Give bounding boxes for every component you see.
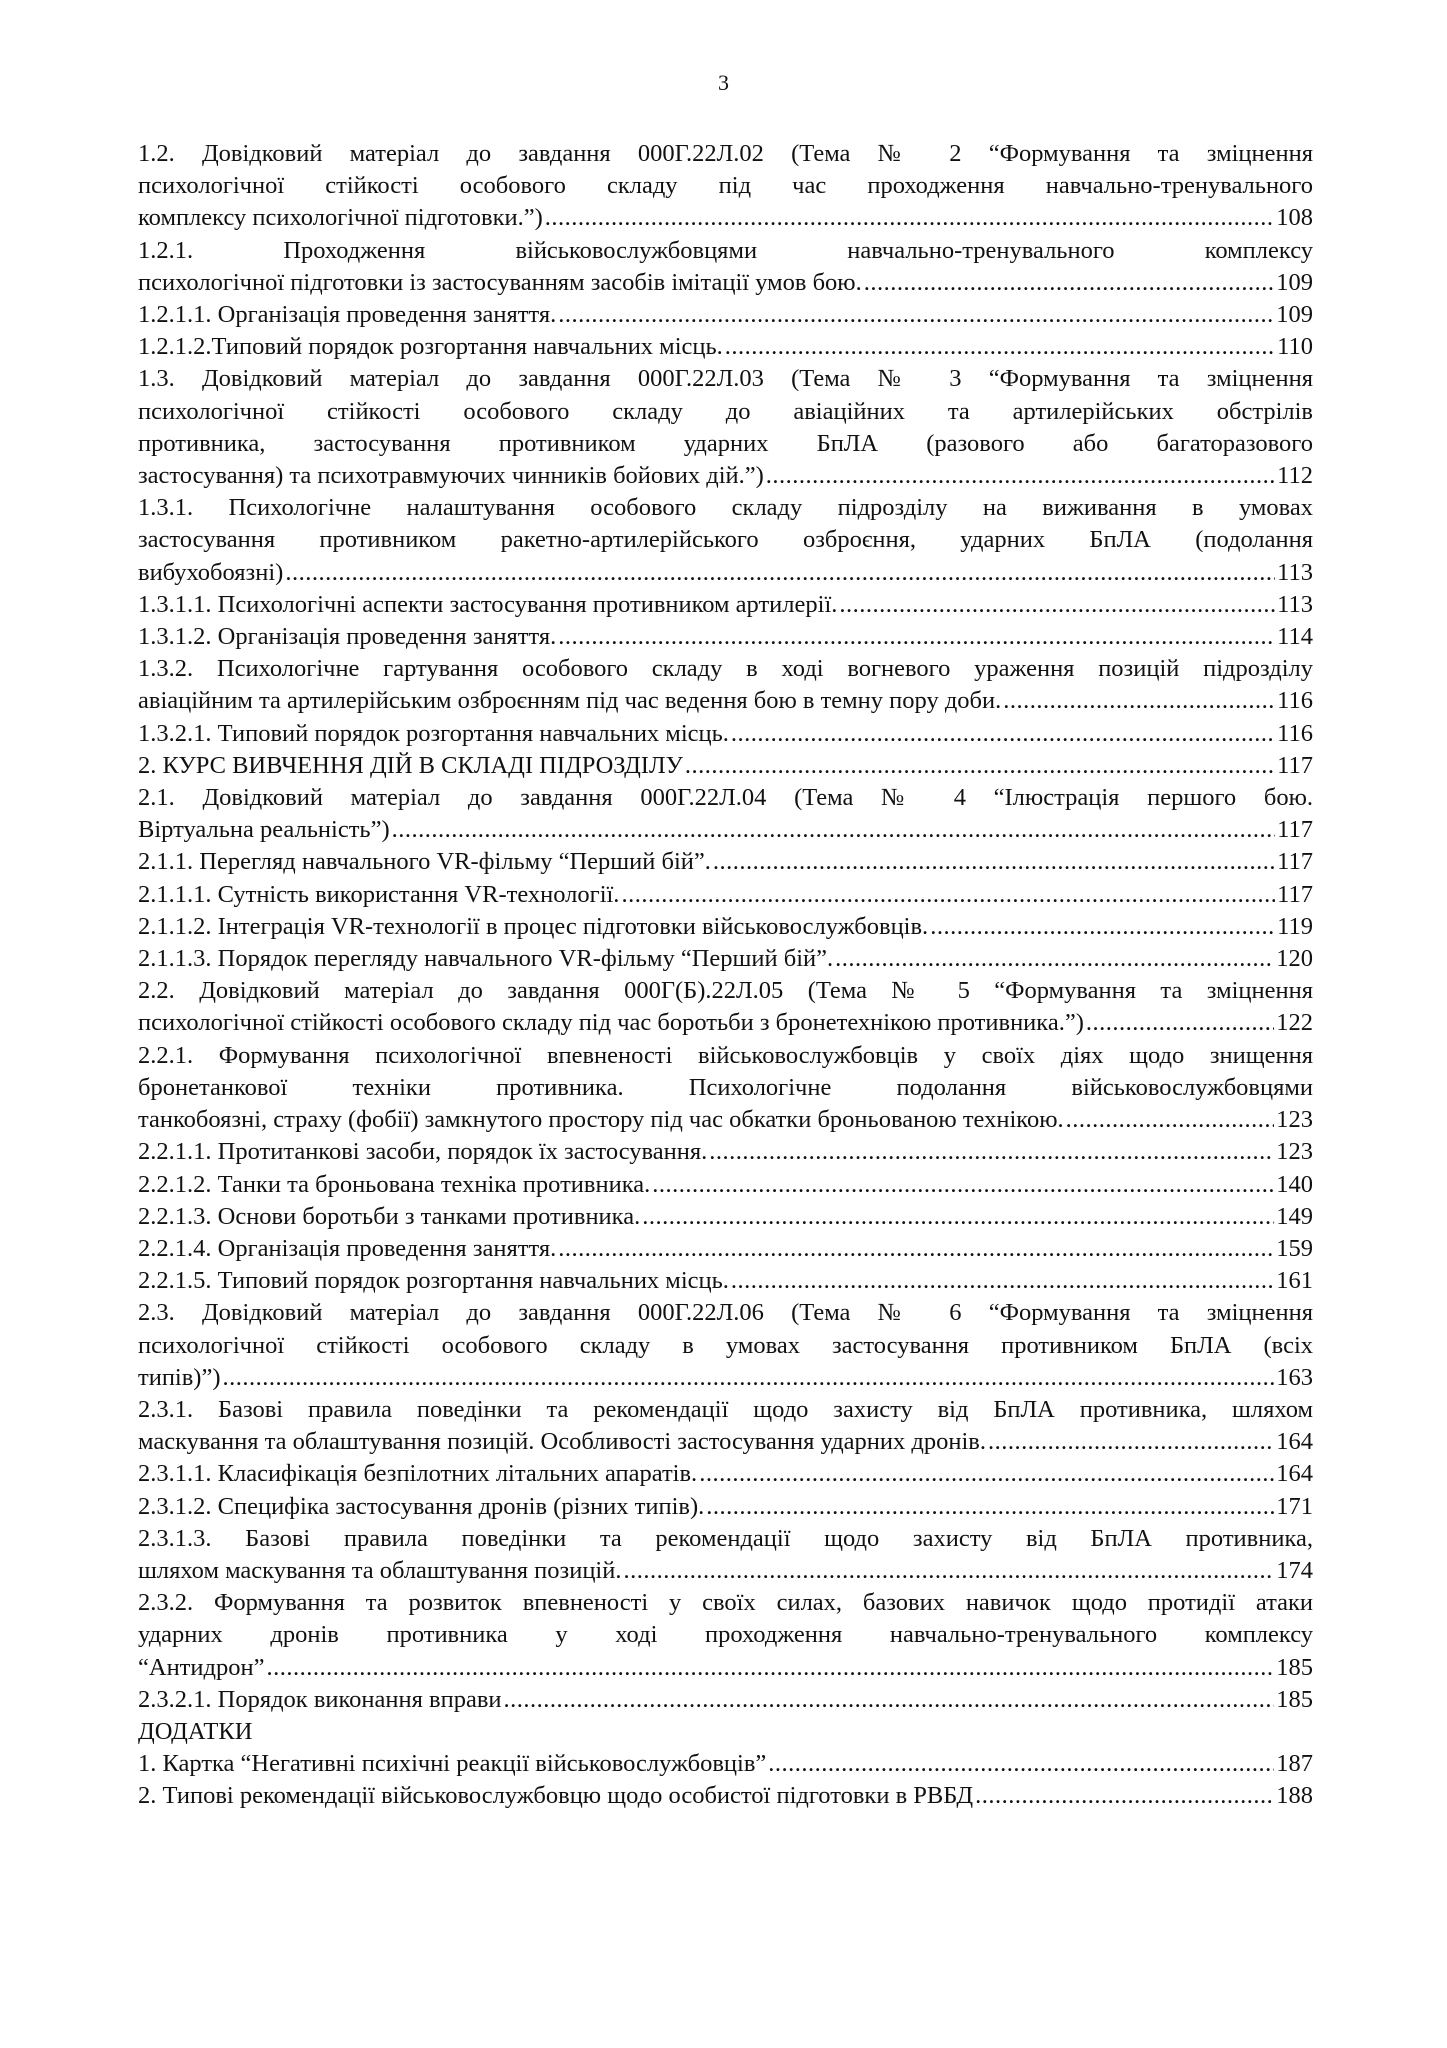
dot-leader — [768, 1748, 1274, 1780]
toc-entry-last-line — [138, 814, 1313, 846]
toc-entry-last-line — [138, 1007, 1313, 1039]
toc-page-number: 117 — [1277, 848, 1313, 876]
dot-leader — [652, 1169, 1274, 1201]
toc-entry — [138, 1394, 1313, 1458]
toc-entry — [138, 718, 1313, 750]
toc-entry — [138, 1265, 1313, 1297]
toc-entry-line: 1.3.1. Психологічне налаштування особового складу підрозділу на виживання в умовах — [138, 494, 1313, 522]
dot-leader — [504, 1684, 1275, 1716]
toc-entry-line: 1.3.2. Психологічне гартування особового складу в ході вогневого ураження позицій підрозділу — [138, 655, 1313, 683]
toc-entry-title: шляхом маскування та облаштування позицій. — [138, 1556, 622, 1584]
toc-entry-line: психологічної стійкості особового складу до авіаційних та артилерійських обстрілів — [138, 397, 1313, 425]
toc-entry-title: 2.1.1.3. Порядок перегляду навчального VR-фільму “Перший бій”. — [138, 945, 834, 973]
toc-page-number: 122 — [1276, 1009, 1313, 1037]
toc-page-number: 123 — [1276, 1106, 1313, 1134]
toc-entry-title: 2.3.2.1. Порядок виконання вправи — [138, 1685, 502, 1713]
toc-entry-title: 1.2.1.1. Організація проведення заняття. — [138, 301, 557, 329]
toc-entry-last-line — [138, 1362, 1313, 1394]
dot-leader — [709, 1136, 1274, 1168]
toc-entry-line: противника, застосування противником ударних БпЛА (разового або багаторазового — [138, 429, 1313, 457]
toc-page-number: 161 — [1276, 1267, 1313, 1295]
toc-entry-title: 2.1.1. Перегляд навчального VR-фільму “Перший бій”. — [138, 848, 711, 876]
toc-entry-line: психологічної стійкості особового складу під час проходження навчально-тренувального — [138, 172, 1313, 200]
toc-entry-title: застосування) та психотравмуючих чинників бойових дій.”) — [138, 462, 764, 490]
toc-entry-line: бронетанкової техніки противника. Психологічне подолання військовослужбовцями — [138, 1073, 1313, 1101]
toc-entry-last-line — [138, 299, 1313, 331]
toc-entry — [138, 653, 1313, 717]
toc-entry-title: 2. КУРС ВИВЧЕННЯ ДІЙ В СКЛАДІ ПІДРОЗДІЛУ — [138, 751, 683, 779]
dot-leader — [988, 1426, 1274, 1458]
dot-leader — [392, 814, 1276, 846]
toc-entry-line: 2.3. Довідковий матеріал до завдання 000Г.22Л.06 (Тема № 6 “Формування та зміцнення — [138, 1299, 1313, 1327]
toc-entry-line: 1.3. Довідковий матеріал до завдання 000Г.22Л.03 (Тема № 3 “Формування та зміцнення — [138, 365, 1313, 393]
toc-page-number: 174 — [1276, 1556, 1313, 1584]
dot-leader — [642, 1201, 1274, 1233]
toc-entry-title: психологічної стійкості особового складу під час боротьби з бронетехнікою противника.”) — [138, 1009, 1084, 1037]
toc-entry — [138, 750, 1313, 782]
toc-entry-title: Віртуальна реальність”) — [138, 816, 390, 844]
toc-entry-line: 2.1. Довідковий матеріал до завдання 000Г.22Л.04 (Тема № 4 “Ілюстрація першого бою. — [138, 784, 1313, 812]
dot-leader — [685, 750, 1275, 782]
dot-leader — [623, 1555, 1274, 1587]
toc-page-number: 164 — [1276, 1428, 1313, 1456]
toc-entry — [138, 1136, 1313, 1168]
toc-entry — [138, 1523, 1313, 1587]
toc-page-number: 117 — [1277, 880, 1313, 908]
dot-leader — [839, 589, 1275, 621]
dot-leader — [621, 879, 1275, 911]
toc-entry-last-line — [138, 1104, 1313, 1136]
toc-entry-title: маскування та облаштування позицій. Особливості застосування ударних дронів. — [138, 1428, 986, 1456]
dot-leader — [285, 557, 1275, 589]
toc-entry-title: 1.3.2.1. Типовий порядок розгортання навчальних місць. — [138, 719, 729, 747]
toc-entry — [138, 1587, 1313, 1684]
toc-entry-title: 2.2.1.2. Танки та броньована техніка противника. — [138, 1170, 651, 1198]
toc-page-number: 163 — [1276, 1363, 1313, 1391]
toc-entry-last-line — [138, 1748, 1313, 1780]
toc-entry-line: ударних дронів противника у ході проходження навчально-тренувального комплексу — [138, 1621, 1313, 1649]
toc-entry-title: 2.1.1.1. Сутність використання VR-технології. — [138, 880, 620, 908]
toc-entry-line: 2.2. Довідковий матеріал до завдання 000Г(Б).22Л.05 (Тема № 5 “Формування та зміцнення — [138, 977, 1313, 1005]
toc-entry — [138, 1233, 1313, 1265]
toc-entry — [138, 975, 1313, 1039]
toc-entry-line: 2.3.1. Базові правила поведінки та рекомендації щодо захисту від БпЛА противника, шляхом — [138, 1395, 1313, 1423]
dot-leader — [766, 460, 1275, 492]
toc-entry-last-line — [138, 1780, 1313, 1812]
toc-entry-last-line — [138, 846, 1313, 878]
toc-entry-line: 2.3.1.3. Базові правила поведінки та рекомендації щодо захисту від БпЛА противника, — [138, 1524, 1313, 1552]
toc-page-number: 108 — [1276, 204, 1313, 232]
toc-page-number: 123 — [1276, 1138, 1313, 1166]
toc-page-number: 188 — [1276, 1782, 1313, 1810]
dot-leader — [1086, 1007, 1274, 1039]
dot-leader — [558, 299, 1274, 331]
dot-leader — [1066, 1104, 1275, 1136]
toc-entry-title: 2.1.1.2. Інтеграція VR-технології в процес підготовки військовослужбовців. — [138, 912, 929, 940]
toc-entry-last-line — [138, 331, 1313, 363]
toc-entry-title: 2.2.1.1. Протитанкові засоби, порядок їх застосування. — [138, 1138, 708, 1166]
toc-entry-last-line — [138, 1169, 1313, 1201]
toc-entry-last-line — [138, 1136, 1313, 1168]
toc-entry — [138, 1169, 1313, 1201]
toc-entry-line: застосування противником ракетно-артилерійського озброєння, ударних БпЛА (подолання — [138, 526, 1313, 554]
toc-entry-last-line — [138, 1491, 1313, 1523]
dot-leader — [545, 202, 1274, 234]
dot-leader — [266, 1652, 1274, 1684]
toc-page-number: 120 — [1276, 945, 1313, 973]
dot-leader — [731, 718, 1275, 750]
toc-entry — [138, 138, 1313, 235]
toc-entry — [138, 331, 1313, 363]
toc-entry — [138, 879, 1313, 911]
toc-entry-last-line — [138, 1426, 1313, 1458]
toc-entry-last-line — [138, 750, 1313, 782]
toc-entry — [138, 1780, 1313, 1812]
toc-entry — [138, 621, 1313, 653]
toc-entry-line: 2.3.2. Формування та розвиток впевненості у своїх силах, базових навичок щодо протидії атаки — [138, 1589, 1313, 1617]
toc-entry-title: комплексу психологічної підготовки.”) — [138, 204, 543, 232]
toc-page-number: 112 — [1277, 462, 1313, 490]
toc-page-number: 117 — [1277, 751, 1313, 779]
toc-entry — [138, 943, 1313, 975]
toc-entry-last-line — [138, 267, 1313, 299]
dot-leader — [558, 621, 1275, 653]
toc-entry-title: 2.2.1.3. Основи боротьби з танками противника. — [138, 1202, 641, 1230]
toc-entry — [138, 235, 1313, 299]
toc-page-number: 149 — [1276, 1202, 1313, 1230]
toc-page-number: 185 — [1276, 1685, 1313, 1713]
toc-page-number: 140 — [1276, 1170, 1313, 1198]
toc-entry-line: 2.2.1. Формування психологічної впевненості військовослужбовців у своїх діях щодо знищення — [138, 1041, 1313, 1069]
toc-entry-last-line — [138, 879, 1313, 911]
toc-entry — [138, 782, 1313, 846]
dot-leader — [864, 267, 1275, 299]
toc-page-number: 114 — [1277, 623, 1313, 651]
toc-entry-title: 2.3.1.1. Класифікація безпілотних літальних апаратів. — [138, 1460, 698, 1488]
toc-entry-last-line — [138, 1458, 1313, 1490]
toc-page-number: 113 — [1277, 558, 1313, 586]
toc-entry-last-line — [138, 202, 1313, 234]
toc-entry-last-line — [138, 1265, 1313, 1297]
toc-entry — [138, 1748, 1313, 1780]
toc-entry-last-line — [138, 1233, 1313, 1265]
toc-page-number: 109 — [1276, 268, 1313, 296]
toc-entry-title: танкобоязні, страху (фобії) замкнутого простору під час обкатки броньованою технікою. — [138, 1106, 1064, 1134]
toc-page-number: 159 — [1276, 1234, 1313, 1262]
toc-heading — [138, 1716, 1313, 1748]
toc-heading-text: ДОДАТКИ — [138, 1717, 253, 1745]
page-number: 3 — [718, 70, 729, 95]
toc-page-number: 164 — [1276, 1460, 1313, 1488]
toc-entry — [138, 492, 1313, 589]
toc-page-number: 187 — [1276, 1750, 1313, 1778]
toc-entry-title: 2. Типові рекомендації військовослужбовцю щодо особистої підготовки в РВБД — [138, 1782, 974, 1810]
toc-entry-line: 1.2.1. Проходження військовослужбовцями навчально-тренувального комплексу — [138, 236, 1313, 264]
toc-entry — [138, 1458, 1313, 1490]
toc-entry-title: “Антидрон” — [138, 1653, 265, 1681]
toc-entry-last-line — [138, 943, 1313, 975]
toc-entry-line: психологічної стійкості особового складу в умовах застосування противником БпЛА (всіх — [138, 1331, 1313, 1359]
toc-entry-last-line — [138, 589, 1313, 621]
toc-entry — [138, 363, 1313, 492]
toc-entry-title: 1.3.1.2. Організація проведення заняття. — [138, 623, 557, 651]
dot-leader — [558, 1233, 1274, 1265]
toc-entry-title: вибухобоязні) — [138, 558, 284, 586]
dot-leader — [706, 1491, 1274, 1523]
dot-leader — [223, 1362, 1275, 1394]
toc-entry-last-line — [138, 685, 1313, 717]
toc-entry-last-line — [138, 621, 1313, 653]
toc-entry — [138, 589, 1313, 621]
toc-entry-last-line — [138, 460, 1313, 492]
toc-entry — [138, 911, 1313, 943]
toc-entry-last-line — [138, 718, 1313, 750]
toc-entry-title: 1.3.1.1. Психологічні аспекти застосування противником артилерії. — [138, 590, 838, 618]
toc-entry-last-line — [138, 1555, 1313, 1587]
toc-page-number: 113 — [1277, 590, 1313, 618]
toc-entry — [138, 846, 1313, 878]
toc-entry — [138, 1297, 1313, 1394]
dot-leader — [699, 1458, 1274, 1490]
dot-leader — [930, 911, 1275, 943]
toc-entry-last-line — [138, 557, 1313, 589]
toc-entry-title: авіаційним та артилерійським озброєнням під час ведення бою в темну пору доби. — [138, 687, 1002, 715]
toc-page-number: 110 — [1277, 333, 1313, 361]
toc-page-number: 119 — [1277, 912, 1313, 940]
dot-leader — [731, 1265, 1274, 1297]
dot-leader — [835, 943, 1274, 975]
toc-entry — [138, 299, 1313, 331]
toc-page-number: 116 — [1277, 719, 1313, 747]
toc-entry-title: 2.2.1.5. Типовий порядок розгортання навчальних місць. — [138, 1267, 729, 1295]
toc-entry-title: 1. Картка “Негативні психічні реакції військовослужбовців” — [138, 1750, 767, 1778]
toc-entry — [138, 1040, 1313, 1137]
table-of-contents — [138, 138, 1313, 1813]
toc-page-number: 117 — [1277, 816, 1313, 844]
toc-page-number: 116 — [1277, 687, 1313, 715]
toc-entry-last-line — [138, 1201, 1313, 1233]
toc-entry-title: типів)”) — [138, 1363, 221, 1391]
toc-entry — [138, 1684, 1313, 1716]
dot-leader — [713, 846, 1275, 878]
dot-leader — [725, 331, 1275, 363]
toc-entry — [138, 1491, 1313, 1523]
toc-page-number: 109 — [1276, 301, 1313, 329]
toc-page-number: 185 — [1276, 1653, 1313, 1681]
dot-leader — [1003, 685, 1275, 717]
toc-entry-title: 2.2.1.4. Організація проведення заняття. — [138, 1234, 557, 1262]
toc-entry-title: 2.3.1.2. Специфіка застосування дронів (різних типів). — [138, 1492, 705, 1520]
toc-entry-last-line — [138, 1652, 1313, 1684]
toc-entry-line: 1.2. Довідковий матеріал до завдання 000Г.22Л.02 (Тема № 2 “Формування та зміцнення — [138, 140, 1313, 167]
toc-entry-title: психологічної підготовки із застосуванням засобів імітації умов бою. — [138, 268, 862, 296]
toc-page-number: 171 — [1276, 1492, 1313, 1520]
toc-entry-last-line — [138, 1684, 1313, 1716]
toc-entry-title: 1.2.1.2.Типовий порядок розгортання навчальних місць. — [138, 333, 723, 361]
toc-entry-last-line — [138, 911, 1313, 943]
toc-entry — [138, 1201, 1313, 1233]
dot-leader — [975, 1780, 1274, 1812]
